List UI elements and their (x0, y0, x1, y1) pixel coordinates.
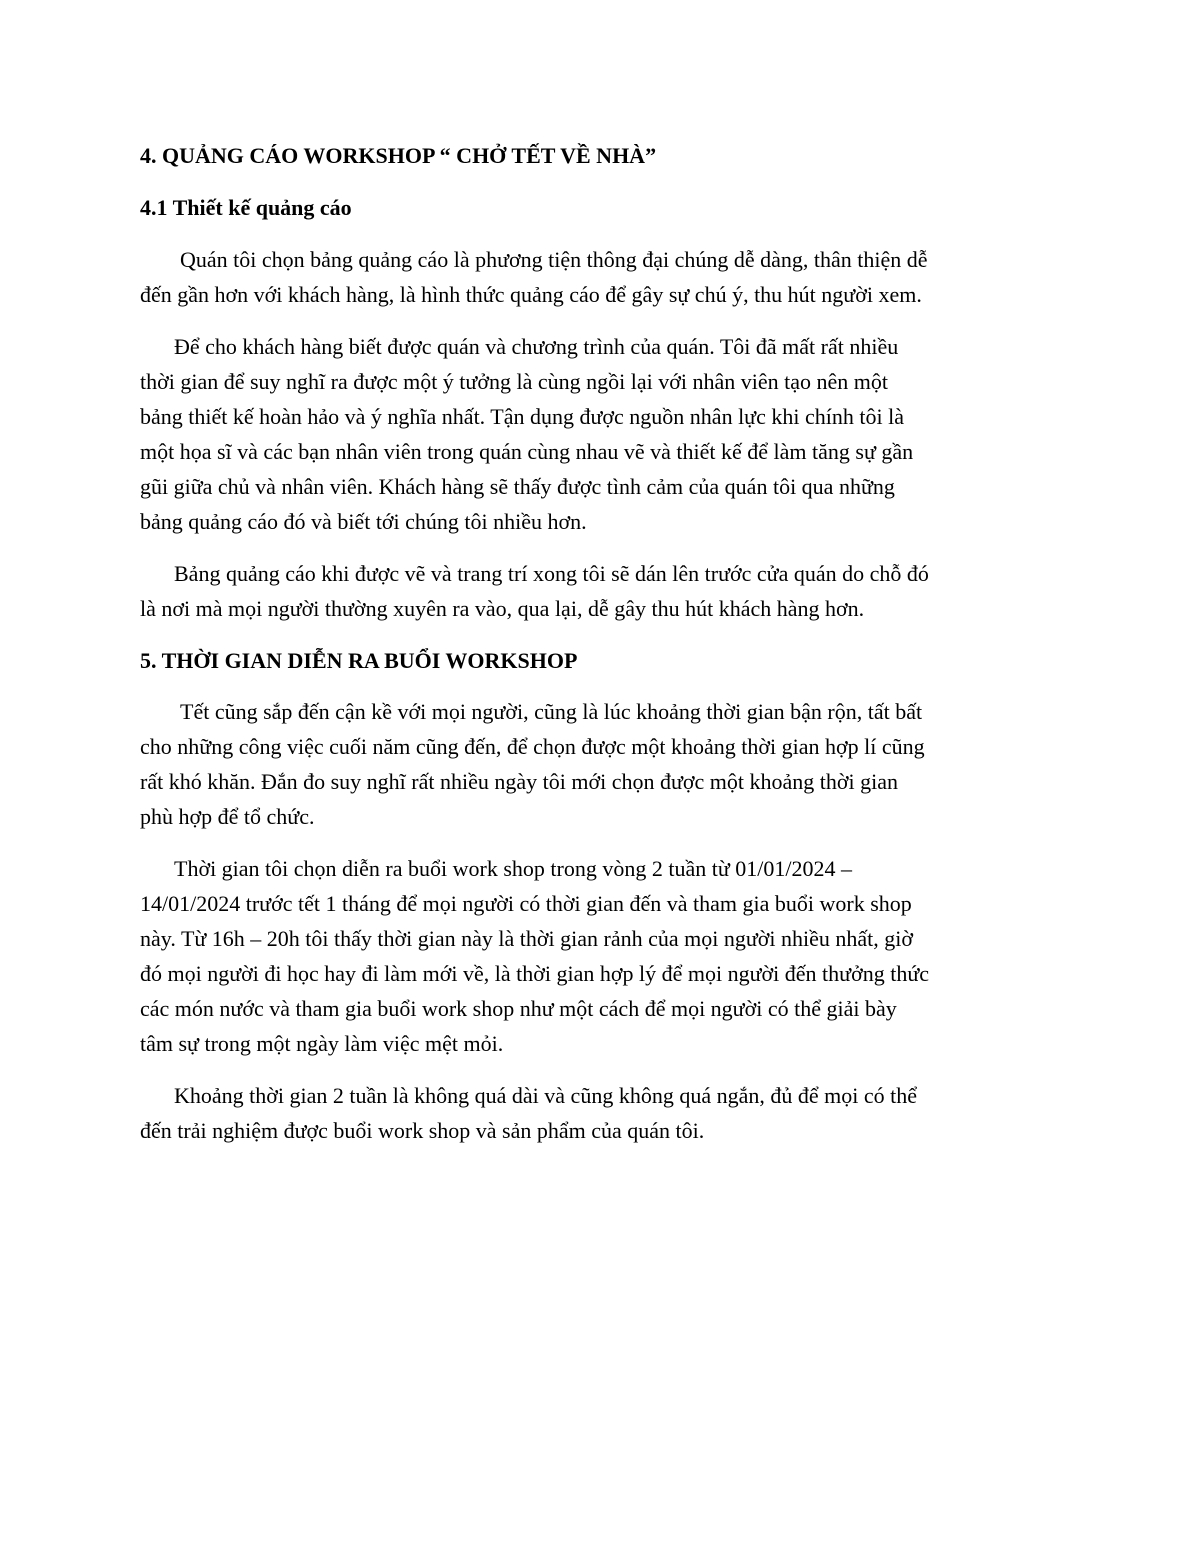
text-line: Khoảng thời gian 2 tuần là không quá dài và cũng không quá ngắn, đủ để mọi có thể (174, 1083, 917, 1108)
paragraph-4-1-b (140, 329, 1060, 539)
text-line: Bảng quảng cáo khi được vẽ và trang trí xong tôi sẽ dán lên trước cửa quán do chỗ đó (174, 561, 929, 586)
text-line: là nơi mà mọi người thường xuyên ra vào, qua lại, dễ gây thu hút khách hàng hơn. (140, 596, 865, 621)
section-5-heading: 5. THỜI GIAN DIỄN RA BUỔI WORKSHOP (140, 648, 578, 673)
text-line: Tết cũng sắp đến cận kề với mọi người, cũng là lúc khoảng thời gian bận rộn, tất bất (180, 699, 923, 724)
text-line: 14/01/2024 trước tết 1 tháng để mọi người có thời gian đến và tham gia buổi work shop (140, 891, 912, 916)
text-line: cho những công việc cuối năm cũng đến, để chọn được một khoảng thời gian hợp lí cũng (140, 734, 925, 759)
text-line: Để cho khách hàng biết được quán và chương trình của quán. Tôi đã mất rất nhiều (174, 334, 899, 359)
text-line: bảng thiết kế hoàn hảo và ý nghĩa nhất. Tận dụng được nguồn nhân lực khi chính tôi là (140, 404, 904, 429)
text-line: tâm sự trong một ngày làm việc mệt mỏi. (140, 1031, 504, 1056)
text-line: đến gần hơn với khách hàng, là hình thức quảng cáo để gây sự chú ý, thu hút người xem. (140, 282, 922, 307)
paragraph-4-1-c (140, 556, 1060, 626)
text-line: đến trải nghiệm được buổi work shop và sản phẩm của quán tôi. (140, 1118, 705, 1143)
text-line: phù hợp để tổ chức. (140, 804, 315, 829)
paragraph-5-b (140, 851, 1060, 1061)
subsection-4-1-heading: 4.1 Thiết kế quảng cáo (140, 195, 352, 220)
text-line: Quán tôi chọn bảng quảng cáo là phương tiện thông đại chúng dễ dàng, thân thiện dễ (180, 247, 928, 272)
paragraph-5-a (140, 694, 1060, 834)
text-line: các món nước và tham gia buổi work shop như một cách để mọi người có thể giải bày (140, 996, 897, 1021)
text-line: đó mọi người đi học hay đi làm mới về, là thời gian hợp lý để mọi người đến thưởng thức (140, 961, 930, 986)
section-4-heading: 4. QUẢNG CÁO WORKSHOP “ CHỞ TẾT VỀ NHÀ” (140, 143, 657, 168)
text-line: bảng quảng cáo đó và biết tới chúng tôi nhiều hơn. (140, 509, 587, 534)
document-content (140, 138, 1060, 1165)
paragraph-5-c (140, 1078, 1060, 1148)
paragraph-4-1-a (140, 242, 1060, 312)
text-line: Thời gian tôi chọn diễn ra buổi work shop trong vòng 2 tuần từ 01/01/2024 – (174, 856, 852, 881)
text-line: rất khó khăn. Đắn đo suy nghĩ rất nhiều ngày tôi mới chọn được một khoảng thời gian (140, 769, 899, 794)
text-line: này. Từ 16h – 20h tôi thấy thời gian này là thời gian rảnh của mọi người nhiều nhất, giờ (140, 926, 914, 951)
text-line: thời gian để suy nghĩ ra được một ý tưởng là cùng ngồi lại với nhân viên tạo nên một (140, 369, 888, 394)
text-line: gũi giữa chủ và nhân viên. Khách hàng sẽ thấy được tình cảm của quán tôi qua những (140, 474, 895, 499)
text-line: một họa sĩ và các bạn nhân viên trong quán cùng nhau vẽ và thiết kế để làm tăng sự gần (140, 439, 914, 464)
